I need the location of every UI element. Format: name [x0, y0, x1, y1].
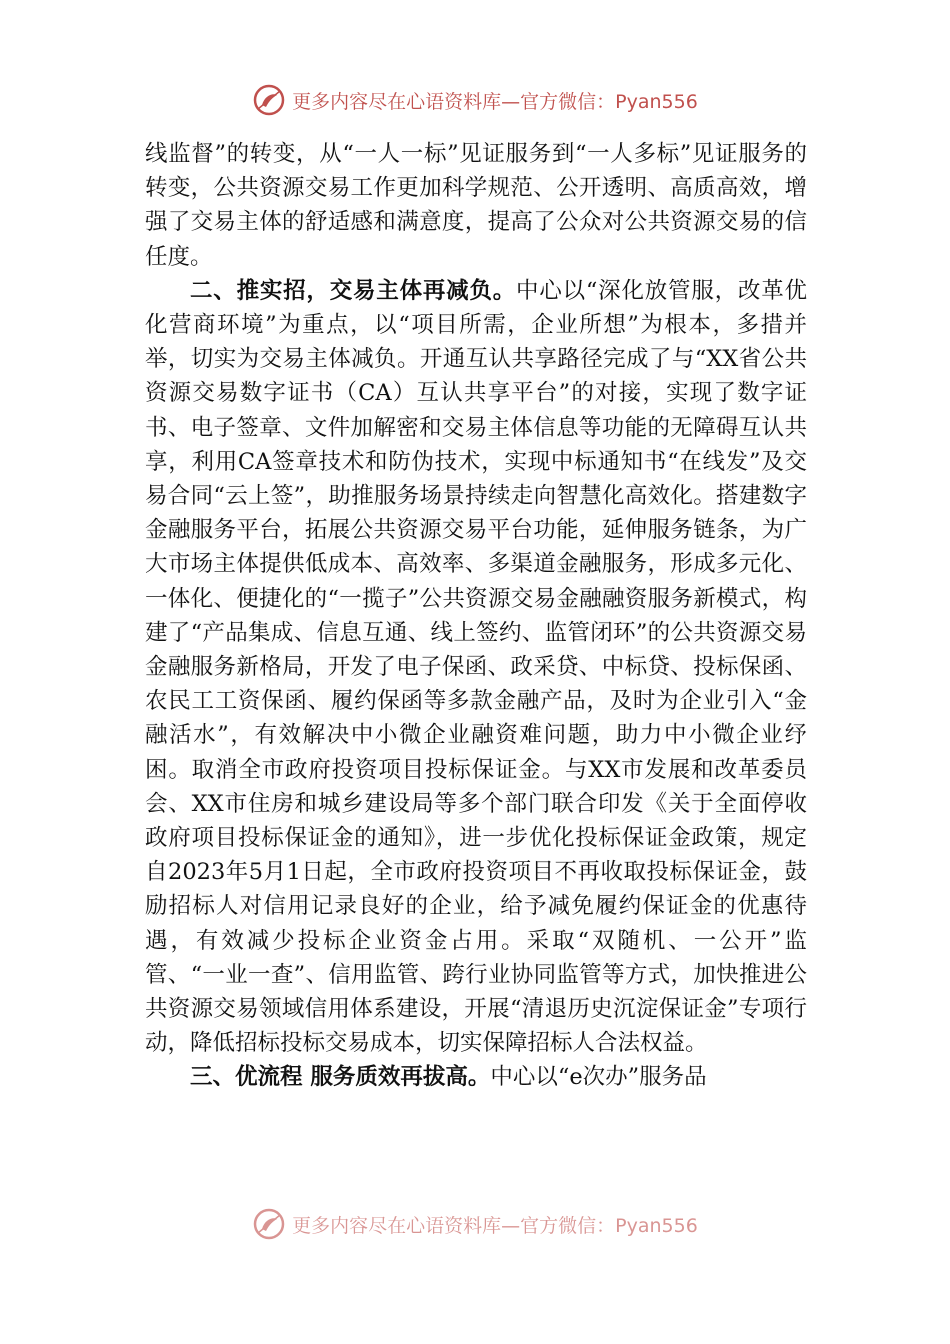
paragraph-text: 线监督”的转变，从“一人一标”见证服务到“一人多标”见证服务的转变，公共资源交易工作更加科学规范、公开透明、高质高效，增强了交易主体的舒适感和满意度，提高了公众对公共资源交易的信任度。	[145, 141, 807, 270]
watermark-footer	[0, 1204, 950, 1244]
paragraph-text: 中心以“深化放管服，改革优化营商环境”为重点，以“项目所需，企业所想”为根本，多措并举，切实为交易主体减负。开通互认共享路径完成了与“XX省公共资源交易数字证书（CA）互认共享平台”的对接，实现了数字证书、电子签章、文件加解密和交易主体信息等功能的无障碍互认共享，利用CA签章技术和防伪技术，实现中标通知书“在线发”及交易合同“云上签”，助推服务场景持续走向智慧化高效化。搭建数字金融服务平台，拓展公共资源交易平台功能，延伸服务链条，为广大市场主体提供低成本、高效率、多渠道金融服务，形成多元化、一体化、便捷化的“一揽子”公共资源交易金融融资服务新模式，构建了“产品集成、信息互通、线上签约、监管闭环”的公共资源交易金融服务新格局，开发了电子保函、政采贷、中标贷、投标保函、农民工工资保函、履约保函等多款金融产品，及时为企业引入“金融活水”，有效解决中小微企业融资难问题，助力中小微企业纾困。取消全市政府投资项目投标保证金。与XX市发展和改革委员会、XX市住房和城乡建设局等多个部门联合印发《关于全面停收政府项目投标保证金的通知》，进一步优化投标保证金政策，规定自2023年5月1日起，全市政府投资项目不再收取投标保证金，鼓励招标人对信用记录良好的企业，给予减免履约保证金的优惠待遇，有效减少投标企业资金占用。采取“双随机、一公开”监管、“一业一查”、信用监管、跨行业协同监管等方式，加快推进公共资源交易领域信用体系建设，开展“清退历史沉淀保证金”专项行动，降低招标投标交易成本，切实保障招标人合法权益。	[145, 277, 807, 1057]
paragraph-text: 中心以“e次办”服务品	[490, 1064, 707, 1091]
paragraph-2	[145, 274, 807, 1061]
paragraph-3	[145, 1060, 807, 1094]
paragraph-1	[145, 137, 807, 274]
watermark-text: 更多内容尽在心语资料库—官方微信：Pyan556	[292, 90, 698, 113]
watermark-header	[0, 80, 950, 120]
watermark-text: 更多内容尽在心语资料库—官方微信：Pyan556	[292, 1214, 698, 1237]
paragraph-heading: 三、优流程 服务质效再拔高。	[190, 1064, 491, 1091]
logo-icon	[252, 83, 286, 117]
logo-icon	[252, 1207, 286, 1241]
document-body	[145, 137, 807, 1095]
paragraph-heading: 二、推实招，交易主体再减负。	[190, 277, 517, 304]
